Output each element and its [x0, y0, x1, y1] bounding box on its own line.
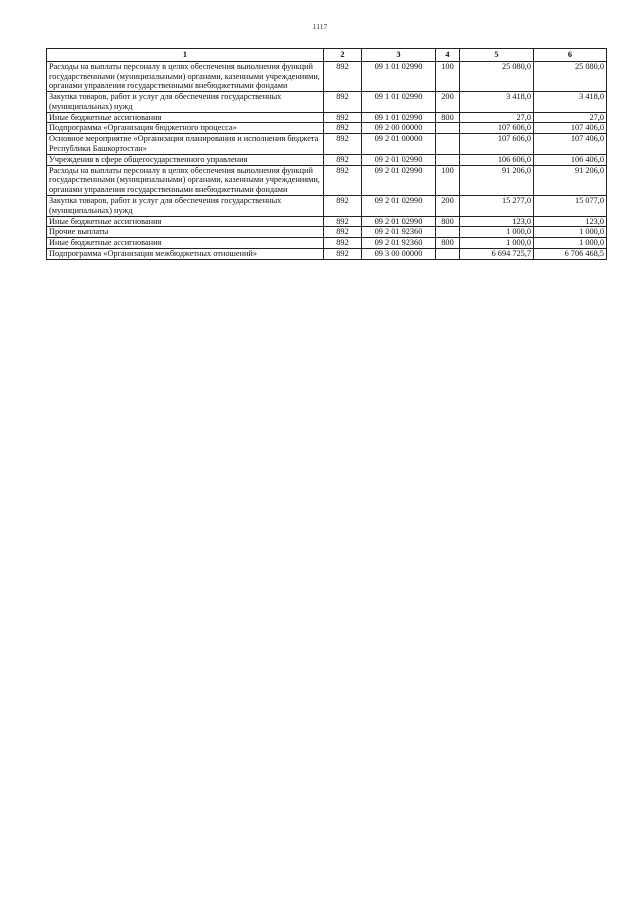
row-admin-cell: 892 — [324, 92, 362, 113]
row-admin-cell: 892 — [324, 227, 362, 238]
row-name-cell: Расходы на выплаты персоналу в целях обеспечения выполнения функций государственными (муниципальными) органами, казенными учреждениями, органами управления государственными внебюджетными фондами — [47, 61, 324, 91]
budget-table — [46, 48, 607, 260]
row-code-cell: 09 2 00 00000 — [362, 123, 436, 134]
table-row — [47, 134, 607, 155]
table-row — [47, 154, 607, 165]
row-type-cell: 800 — [436, 112, 460, 123]
row-value-2-cell: 91 206,0 — [534, 165, 607, 195]
table-row — [47, 123, 607, 134]
row-code-cell: 09 2 01 02990 — [362, 195, 436, 216]
row-value-2-cell: 25 080,0 — [534, 61, 607, 91]
row-name-cell: Прочие выплаты — [47, 227, 324, 238]
row-code-cell: 09 2 01 02990 — [362, 216, 436, 227]
table-row — [47, 61, 607, 91]
row-admin-cell: 892 — [324, 123, 362, 134]
header-col-6: 6 — [534, 49, 607, 62]
row-value-1-cell: 1 000,0 — [460, 238, 534, 249]
row-type-cell — [436, 227, 460, 238]
row-name-cell: Иные бюджетные ассигнования — [47, 112, 324, 123]
row-code-cell: 09 1 01 02990 — [362, 61, 436, 91]
row-name-cell: Расходы на выплаты персоналу в целях обеспечения выполнения функций государственными (муниципальными) органами, казенными учреждениями, органами управления государственными внебюджетными фондами — [47, 165, 324, 195]
header-col-2: 2 — [324, 49, 362, 62]
table-row — [47, 112, 607, 123]
header-col-3: 3 — [362, 49, 436, 62]
table-row — [47, 248, 607, 259]
table-row — [47, 227, 607, 238]
row-name-cell: Закупка товаров, работ и услуг для обеспечения государственных (муниципальных) нужд — [47, 92, 324, 113]
row-value-1-cell: 6 694 725,7 — [460, 248, 534, 259]
row-admin-cell: 892 — [324, 195, 362, 216]
row-name-cell: Основное мероприятие «Организация планирования и исполнения бюджета Республики Башкортостан» — [47, 134, 324, 155]
row-admin-cell: 892 — [324, 216, 362, 227]
row-code-cell: 09 2 01 92360 — [362, 227, 436, 238]
header-col-4: 4 — [436, 49, 460, 62]
row-code-cell: 09 2 01 92360 — [362, 238, 436, 249]
row-value-1-cell: 1 000,0 — [460, 227, 534, 238]
row-type-cell — [436, 248, 460, 259]
row-type-cell: 100 — [436, 61, 460, 91]
row-type-cell — [436, 154, 460, 165]
row-value-2-cell: 123,0 — [534, 216, 607, 227]
header-col-5: 5 — [460, 49, 534, 62]
row-value-1-cell: 106 606,0 — [460, 154, 534, 165]
table-header-row — [47, 49, 607, 62]
page-number: 1117 — [312, 22, 328, 31]
row-value-2-cell: 1 000,0 — [534, 227, 607, 238]
table-body — [47, 61, 607, 259]
table-row — [47, 165, 607, 195]
table-row — [47, 238, 607, 249]
row-code-cell: 09 3 00 00000 — [362, 248, 436, 259]
row-code-cell: 09 1 01 02990 — [362, 112, 436, 123]
row-type-cell: 100 — [436, 165, 460, 195]
row-name-cell: Иные бюджетные ассигнования — [47, 238, 324, 249]
row-type-cell — [436, 134, 460, 155]
row-type-cell: 800 — [436, 216, 460, 227]
row-value-2-cell: 6 706 468,5 — [534, 248, 607, 259]
row-admin-cell: 892 — [324, 165, 362, 195]
row-admin-cell: 892 — [324, 248, 362, 259]
row-value-1-cell: 25 080,0 — [460, 61, 534, 91]
row-name-cell: Закупка товаров, работ и услуг для обеспечения государственных (муниципальных) нужд — [47, 195, 324, 216]
row-code-cell: 09 2 01 02990 — [362, 165, 436, 195]
row-value-1-cell: 107 606,0 — [460, 134, 534, 155]
row-name-cell: Учреждения в сфере общегосударственного управления — [47, 154, 324, 165]
row-value-2-cell: 107 406,0 — [534, 123, 607, 134]
row-value-1-cell: 3 418,0 — [460, 92, 534, 113]
row-value-1-cell: 123,0 — [460, 216, 534, 227]
row-admin-cell: 892 — [324, 238, 362, 249]
row-admin-cell: 892 — [324, 112, 362, 123]
row-code-cell: 09 1 01 02990 — [362, 92, 436, 113]
row-value-2-cell: 106 406,0 — [534, 154, 607, 165]
row-value-1-cell: 91 206,0 — [460, 165, 534, 195]
row-name-cell: Подпрограмма «Организация бюджетного процесса» — [47, 123, 324, 134]
row-code-cell: 09 2 01 00000 — [362, 134, 436, 155]
row-value-1-cell: 107 606,0 — [460, 123, 534, 134]
row-value-2-cell: 15 077,0 — [534, 195, 607, 216]
table-row — [47, 216, 607, 227]
row-value-2-cell: 27,0 — [534, 112, 607, 123]
row-type-cell: 200 — [436, 195, 460, 216]
row-type-cell: 200 — [436, 92, 460, 113]
row-value-1-cell: 27,0 — [460, 112, 534, 123]
row-admin-cell: 892 — [324, 134, 362, 155]
row-admin-cell: 892 — [324, 154, 362, 165]
row-code-cell: 09 2 01 02990 — [362, 154, 436, 165]
row-value-1-cell: 15 277,0 — [460, 195, 534, 216]
row-name-cell: Иные бюджетные ассигнования — [47, 216, 324, 227]
row-admin-cell: 892 — [324, 61, 362, 91]
row-value-2-cell: 1 000,0 — [534, 238, 607, 249]
table-row — [47, 92, 607, 113]
row-type-cell: 800 — [436, 238, 460, 249]
row-name-cell: Подпрограмма «Организация межбюджетных отношений» — [47, 248, 324, 259]
row-type-cell — [436, 123, 460, 134]
row-value-2-cell: 3 418,0 — [534, 92, 607, 113]
row-value-2-cell: 107 406,0 — [534, 134, 607, 155]
header-col-1: 1 — [47, 49, 324, 62]
table-row — [47, 195, 607, 216]
